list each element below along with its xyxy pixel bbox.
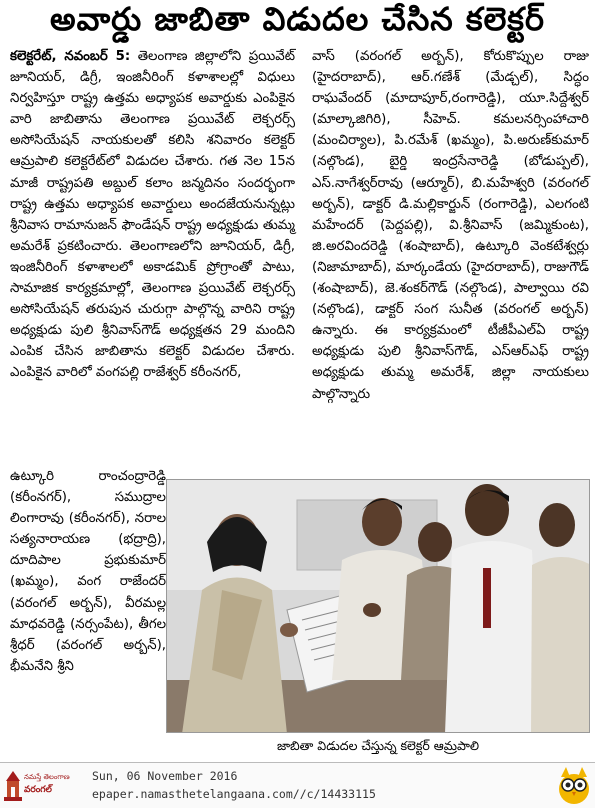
epaper-link[interactable]: epaper.namasthetelangaana.com//c/14433115 bbox=[92, 787, 376, 801]
publication-logo bbox=[4, 769, 90, 803]
article-column-left bbox=[10, 46, 295, 384]
article-body-bottom: ఉట్కూరి రాంచంద్రారెడ్డి (కరీంనగర్), సముద్రాల లింగారావు (కరీంనగర్), నరాల సత్యనారాయణ (భద్రాద్రి), దూదిపాల ప్రభుకుమార్ (ఖమ్మం), వంగ రాజేందర్ (వరంగల్ అర్బన్), వీరమల్ల మాధవరెడ్డి (నర్సంపేట), తీగల శ్రీధర్ (వరంగల్ అర్బన్), భీమనేని శ్రీని bbox=[10, 469, 166, 674]
logo-masthead: నమస్తే తెలంగాణ bbox=[24, 773, 70, 781]
headline-text: అవార్డు జాబితా విడుదల చేసిన కలెక్టర్ bbox=[50, 0, 545, 38]
article-column-bottom bbox=[10, 466, 166, 677]
owl-mascot-icon bbox=[556, 765, 592, 805]
article-body-right: వాస్ (వరంగల్ అర్బన్), కోరుకొప్పుల రాజు (హైదరాబాద్), ఆర్.గణేశ్ (మేడ్చల్), సిద్ధం రాఘవేందర్ (మాదాపూర్,రంగారెడ్డి), యూ.సిద్దేశ్వర్ (మాల్కాజిగిరి), సీహెచ్. కమలనర్సింహాచారి (మంచిర్యాల), పి.రమేశ్ (ఖమ్మం), పి.అరుణ్‌కుమార్ (నల్గొండ), బైర్డి ఇంద్రసేనారెడ్డి (బోడుప్పల్), ఎస్.నాగేశ్వర్‌రావు (ఆర్మూర్), బి.మహేశ్వరి (వరంగల్ అర్బన్), డాక్టర్ డి.మల్లికార్జున్ (రంగారెడ్డి), ఎలగంటి మహేందర్ (పెద్దపల్లి), వి.శ్రీనివాస్ (జమ్మికుంట), జి.అరవిందరెడ్డి (శంషాబాద్), ఉట్కూరి వెంకటేశ్వర్లు (నిజామాబాద్), మార్కండేయ (హైదరాబాద్), రాజుగౌడ్ (శంషాబాద్), జె.శంకర్‌గౌడ్ (నల్గొండ), పాల్వాయి రవి (నల్గొండ), డాక్టర్ సంగ సునీత (వరంగల్ అర్బన్) ఉన్నారు. ఈ కార్యక్రమంలో టీజీపీఎల్ఏ రాష్ట్ర అధ్యక్షుడు పులి శ్రీనివాస్‌గౌడ్, ఎస్ఆర్ఎఫ్ రాష్ట్ర అధ్యక్షుడు తుమ్మ అమరేశ్, జిల్లా నాయకులు పాల్గొన్నారు bbox=[312, 49, 589, 402]
article-column-right bbox=[312, 46, 589, 405]
photo-caption: జాబితా విడుదల చేస్తున్న కలెక్టర్ ఆమ్రపాలి bbox=[276, 738, 480, 753]
headline bbox=[0, 0, 595, 46]
temple-icon bbox=[4, 771, 22, 801]
article-body-left: తెలంగాణ జిల్లాలోని ప్రయివేట్ జూనియర్, డిగ్రీ, ఇంజినీరింగ్ కళాశాలల్లో విధులు నిర్వహిస్తూ రాష్ట్ర ఉత్తమ అధ్యాపక అవార్డుకు ఎంపికైన వారి జాబితాను తెలంగాణ ప్రయివేట్ లెక్చరర్స్ అసోసియేషన్ నాయకులతో కలిసి శనివారం కలెక్టర్ ఆమ్రపాలి కలెక్టరేట్‌లో విడుదల చేశారు. గత నెల 15న మాజీ రాష్ట్రపతి అబ్దుల్ కలాం జన్మదినం సందర్భంగా రాష్ట్ర ఉత్తమ అధ్యాపక అవార్డులు అందజేయనున్నట్లు శ్రీనివాస రామానుజన్ ఫౌండేషన్ రాష్ట్ర అధ్యక్షుడు తుమ్మ అమరేశ్ ప్రకటించారు. తెలంగాణలోని జూనియర్, డిగ్రీ, ఇంజినీరింగ్ కళాశాలలో అకాడమిక్ ప్రోగ్రాంతో పాటు, సామాజిక కార్యక్రమాల్లో, తెలంగాణ ప్రయివేట్ లెక్చరర్స్ అసోసియేషన్ తరుపున చురుగ్గా పాల్గొన్న వారిని రాష్ట్ర అధ్యక్షుడు పులి శ్రీనివాస్‌గౌడ్ అధ్యక్షతన 29 మందిని ఎంపిక చేసిన జాబితాను కలెక్టర్ విడుదల చేశారు. ఎంపికైన వారిలో వంగపల్లి రాజేశ్వర్ కరీంనగర్, bbox=[10, 49, 295, 381]
edition-date: Sun, 06 November 2016 bbox=[92, 769, 238, 783]
dateline: కలెక్టరేట్, నవంబర్ 5: bbox=[10, 49, 131, 64]
logo-edition: వరంగల్ bbox=[24, 785, 52, 795]
article-paragraph bbox=[10, 46, 295, 384]
photo-illustration bbox=[167, 480, 590, 733]
news-photo bbox=[166, 479, 590, 733]
footer bbox=[0, 762, 595, 808]
